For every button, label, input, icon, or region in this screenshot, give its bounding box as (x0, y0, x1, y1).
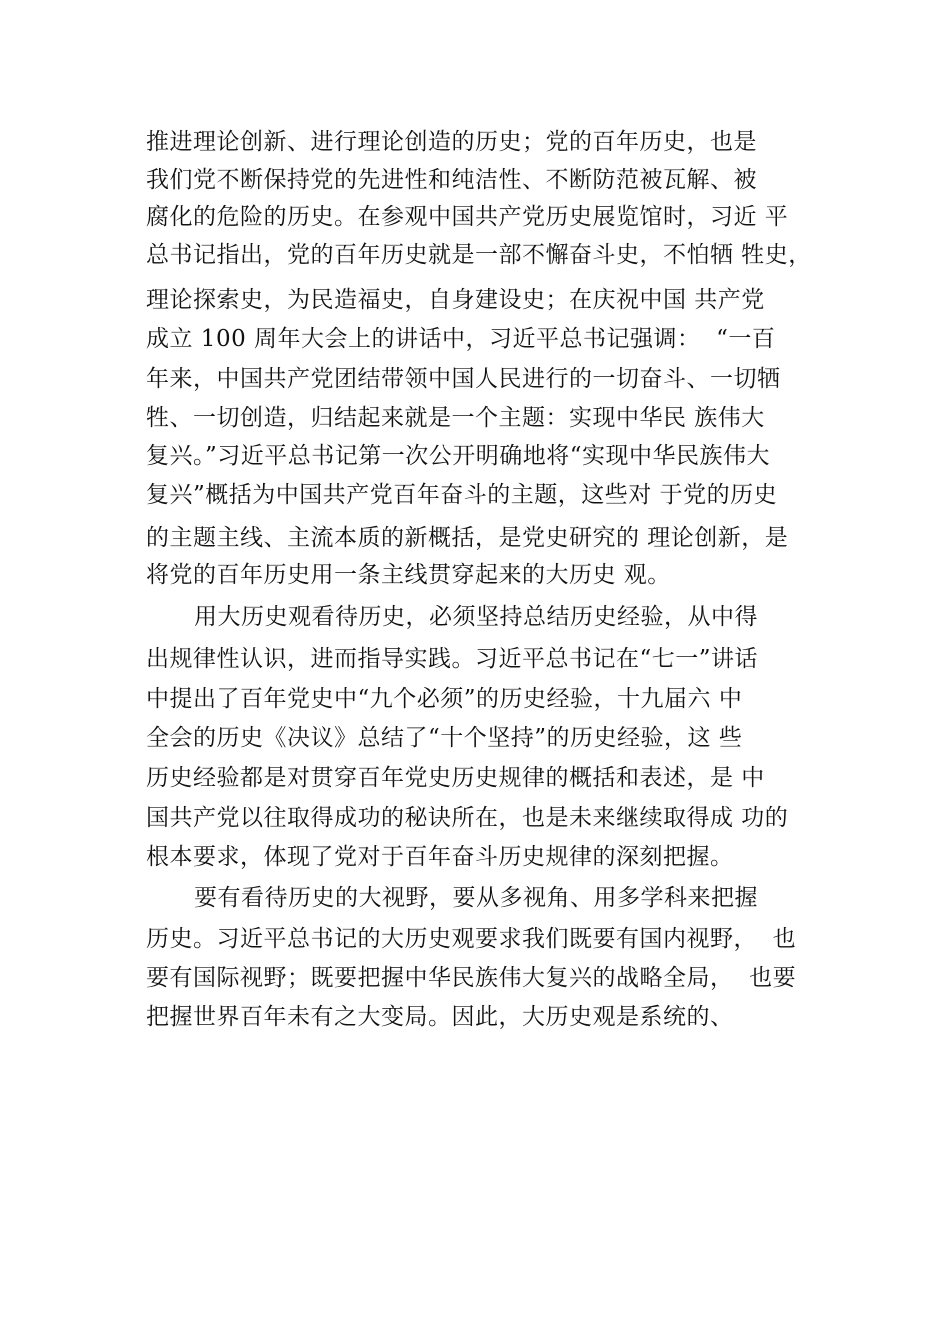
text-line: 中提出了百年党史中“九个必须”的历史经验，十九届六 中 (146, 686, 743, 712)
text-line: 我们党不断保持党的先进性和纯洁性、不断防范被瓦解、被 (146, 167, 757, 193)
text-line: 将党的百年历史用一条主线贯穿起来的大历史 观。 (146, 562, 671, 588)
text-line: 出规律性认识，进而指导实践。习近平总书记在“七一”讲话 (146, 646, 759, 672)
text-line: 理论探索史，为民造福史，自身建设史；在庆祝中国 共产党 (146, 287, 765, 313)
text-line: 全会的历史《决议》总结了“十个坚持”的历史经验，这 些 (146, 725, 743, 751)
text-line: 总书记指出，党的百年历史就是一部不懈奋斗史，不怕牺 牲史， (146, 242, 812, 268)
text-line: 根本要求，体现了党对于百年奋斗历史规律的深刻把握。 (146, 844, 734, 870)
text-line: 成立 100 周年大会上的讲话中，习近平总书记强调： “一百 (146, 326, 776, 352)
text-line: 复兴。”习近平总书记第一次公开明确地将“实现中华民族伟大 (146, 443, 771, 469)
text-line: 牲、一切创造，归结起来就是一个主题：实现中华民 族伟大 (146, 405, 765, 431)
paragraph-first-line: 用大历史观看待历史，必须坚持总结历史经验，从中得 (194, 604, 758, 630)
text-line: 复兴”概括为中国共产党百年奋斗的主题，这些对 于党的历史 (146, 482, 778, 508)
text-line: 历史经验都是对贯穿百年党史历史规律的概括和表述，是 中 (146, 765, 765, 791)
text-line: 推进理论创新、进行理论创造的历史；党的百年历史，也是 (146, 129, 757, 155)
text-line: 腐化的危险的历史。在参观中国共产党历史展览馆时，习近 平 (146, 204, 789, 230)
text-line: 历史。习近平总书记的大历史观要求我们既要有国内视野， 也 (146, 926, 797, 952)
text-line: 年来，中国共产党团结带领中国人民进行的一切奋斗、一切牺 (146, 366, 781, 392)
text-line: 的主题主线、主流本质的新概括，是党史研究的 理论创新，是 (146, 525, 789, 551)
text-line: 把握世界百年未有之大变局。因此，大历史观是系统的、 (146, 1004, 734, 1030)
text-line: 要有国际视野；既要把握中华民族伟大复兴的战略全局， 也要 (146, 965, 797, 991)
paragraph-first-line: 要有看待历史的大视野，要从多视角、用多学科来把握 (194, 885, 758, 911)
text-line: 国共产党以往取得成功的秘诀所在，也是未来继续取得成 功的 (146, 805, 789, 831)
